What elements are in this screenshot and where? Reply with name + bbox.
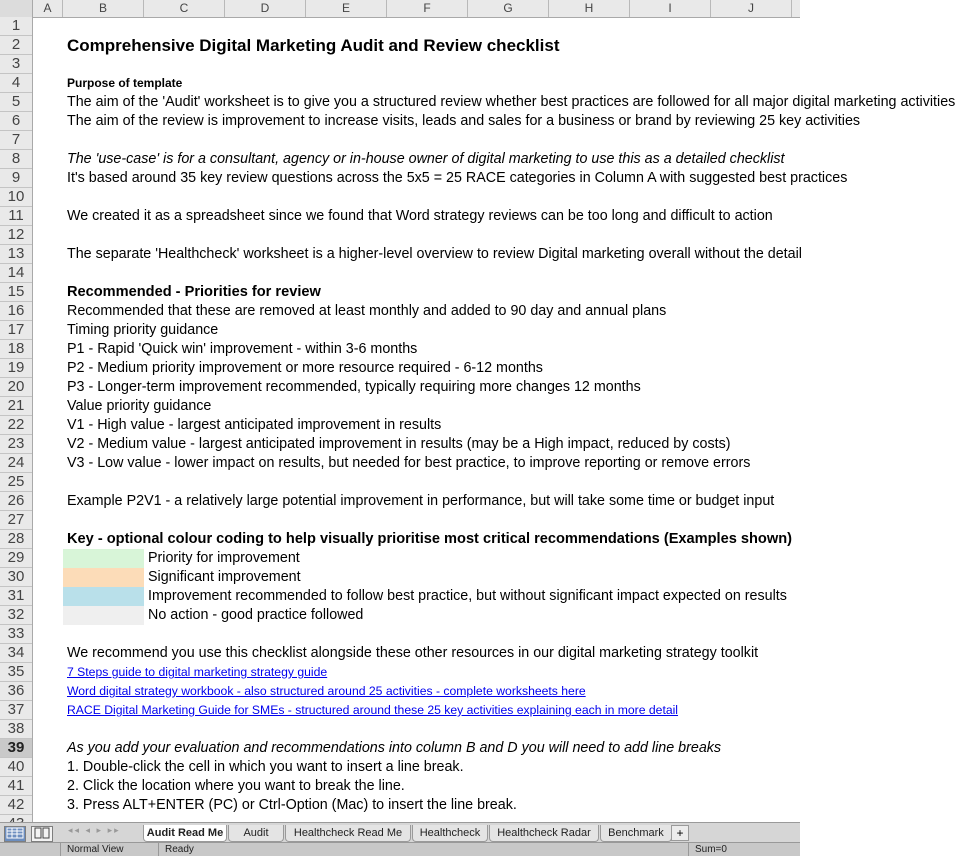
row-header-14[interactable]: 14 [0,264,32,283]
row-header-23[interactable]: 23 [0,435,32,454]
cell-text: V2 - Medium value - largest anticipated improvement in results (may be a High impact, reduced by costs) [67,436,731,452]
sheet-tab-audit-read-me[interactable]: Audit Read Me [143,825,227,842]
color-key-swatch [63,606,144,625]
cell-text: The aim of the 'Audit' worksheet is to give you a structured review whether best practices are followed for all major digital marketing activities [67,94,955,110]
row-header-32[interactable]: 32 [0,606,32,625]
row-header-33[interactable]: 33 [0,625,32,644]
row-header-2[interactable]: 2 [0,36,32,55]
status-ready: Ready [158,843,688,856]
cell-text: The separate 'Healthcheck' worksheet is a higher-level overview to review Digital marketing overall without the detail [67,246,802,262]
tab-nav-arrows[interactable]: ◂◂ ◂ ▸ ▸▸ [68,825,121,835]
row-header-34[interactable]: 34 [0,644,32,663]
row-header-24[interactable]: 24 [0,454,32,473]
cell-text: Example P2V1 - a relatively large potential improvement in performance, but will take some time or budget input [67,493,775,509]
sheet-tab-healthcheck-read-me[interactable]: Healthcheck Read Me [285,825,411,842]
column-header-h[interactable]: H [549,0,630,17]
select-all-corner[interactable] [0,0,33,17]
status-sum: Sum=0 [688,843,800,856]
row-header-16[interactable]: 16 [0,302,32,321]
cell-text: No action - good practice followed [148,607,364,623]
row-header-5[interactable]: 5 [0,93,32,112]
sheet-tab-audit[interactable]: Audit [228,825,284,842]
cell-text: As you add your evaluation and recommendations into column B and D you will need to add line breaks [67,740,722,756]
cell-text: V3 - Low value - lower impact on results, but needed for best practice, to improve reporting or remove errors [67,455,751,471]
status-view: Normal View [60,843,158,856]
row-header-12[interactable]: 12 [0,226,32,245]
row-header-15[interactable]: 15 [0,283,32,302]
cell-text: We created it as a spreadsheet since we found that Word strategy reviews can be too long and difficult to action [67,208,773,224]
resource-link[interactable]: 7 Steps guide to digital marketing strategy guide [67,665,328,679]
sheet-tab-healthcheck[interactable]: Healthcheck [412,825,488,842]
row-header-1[interactable]: 1 [0,17,32,36]
row-header-6[interactable]: 6 [0,112,32,131]
column-header-a[interactable]: A [33,0,63,17]
row-header-30[interactable]: 30 [0,568,32,587]
cell-text: Comprehensive Digital Marketing Audit and Review checklist [67,36,560,55]
row-header-10[interactable]: 10 [0,188,32,207]
color-key-swatch [63,587,144,606]
cell-text: The 'use-case' is for a consultant, agency or in-house owner of digital marketing to use this as a detailed checklist [67,151,785,167]
column-header-i[interactable]: I [630,0,711,17]
column-header-e[interactable]: E [306,0,387,17]
row-header-29[interactable]: 29 [0,549,32,568]
cell-text: The aim of the review is improvement to increase visits, leads and sales for a business or brand by reviewing 25 key activities [67,113,861,129]
cell-text: V1 - High value - largest anticipated improvement in results [67,417,442,433]
cell-text: Recommended that these are removed at least monthly and added to 90 day and annual plans [67,303,667,319]
row-header-8[interactable]: 8 [0,150,32,169]
row-header-35[interactable]: 35 [0,663,32,682]
row-header-17[interactable]: 17 [0,321,32,340]
cell-text: P2 - Medium priority improvement or more resource required - 6-12 months [67,360,543,376]
row-header-21[interactable]: 21 [0,397,32,416]
column-header-bar [0,0,800,18]
row-header-4[interactable]: 4 [0,74,32,93]
cell-text: Timing priority guidance [67,322,219,338]
column-header-g[interactable]: G [468,0,549,17]
cell-text: 2. Click the location where you want to break the line. [67,778,405,794]
cell-text: It's based around 35 key review questions across the 5x5 = 25 RACE categories in Column A with suggested best practices [67,170,848,186]
row-header-9[interactable]: 9 [0,169,32,188]
cell-text: Recommended - Priorities for review [67,284,321,300]
column-header-d[interactable]: D [225,0,306,17]
column-header-f[interactable]: F [387,0,468,17]
cell-text: P1 - Rapid 'Quick win' improvement - within 3-6 months [67,341,418,357]
sheet-tab-benchmark[interactable]: Benchmark [600,825,672,842]
column-header-c[interactable]: C [144,0,225,17]
row-header-28[interactable]: 28 [0,530,32,549]
cell-text: Key - optional colour coding to help visually prioritise most critical recommendations (Examples shown) [67,531,792,547]
row-header-22[interactable]: 22 [0,416,32,435]
color-key-swatch [63,549,144,568]
cell-text: 1. Double-click the cell in which you want to insert a line break. [67,759,464,775]
row-header-37[interactable]: 37 [0,701,32,720]
row-header-39[interactable]: 39 [0,739,32,758]
row-header-13[interactable]: 13 [0,245,32,264]
page-layout-view-icon[interactable] [31,826,53,842]
resource-link[interactable]: Word digital strategy workbook - also structured around 25 activities - complete worksheets here [67,684,586,698]
cell-text: 3. Press ALT+ENTER (PC) or Ctrl-Option (Mac) to insert the line break. [67,797,517,813]
row-header-7[interactable]: 7 [0,131,32,150]
resource-link[interactable]: RACE Digital Marketing Guide for SMEs - structured around these 25 key activities explaining each in more detail [67,703,679,717]
cell-text: Improvement recommended to follow best practice, but without significant impact expected on results [148,588,787,604]
cell-text: Priority for improvement [148,550,300,566]
column-header-j[interactable]: J [711,0,792,17]
row-header-27[interactable]: 27 [0,511,32,530]
row-header-36[interactable]: 36 [0,682,32,701]
row-header-26[interactable]: 26 [0,492,32,511]
cell-text: We recommend you use this checklist alongside these other resources in our digital marketing strategy toolkit [67,645,759,661]
row-header-11[interactable]: 11 [0,207,32,226]
normal-view-icon[interactable] [4,826,26,842]
row-header-41[interactable]: 41 [0,777,32,796]
row-header-40[interactable]: 40 [0,758,32,777]
row-header-19[interactable]: 19 [0,359,32,378]
row-header-20[interactable]: 20 [0,378,32,397]
cell-text: Purpose of template [67,76,183,90]
color-key-swatch [63,568,144,587]
row-header-31[interactable]: 31 [0,587,32,606]
sheet-tab-healthcheck-radar[interactable]: Healthcheck Radar [489,825,599,842]
add-sheet-button[interactable]: + [671,825,689,841]
row-header-3[interactable]: 3 [0,55,32,74]
status-bar [0,842,800,856]
cell-text: P3 - Longer-term improvement recommended, typically requiring more changes 12 months [67,379,641,395]
cell-text: Significant improvement [148,569,301,585]
cell-text: Value priority guidance [67,398,212,414]
row-header-25[interactable]: 25 [0,473,32,492]
row-header-bar [0,17,33,822]
row-header-42[interactable]: 42 [0,796,32,815]
sheet-tab-bar [0,822,800,843]
row-header-38[interactable]: 38 [0,720,32,739]
column-header-b[interactable]: B [63,0,144,17]
row-header-18[interactable]: 18 [0,340,32,359]
